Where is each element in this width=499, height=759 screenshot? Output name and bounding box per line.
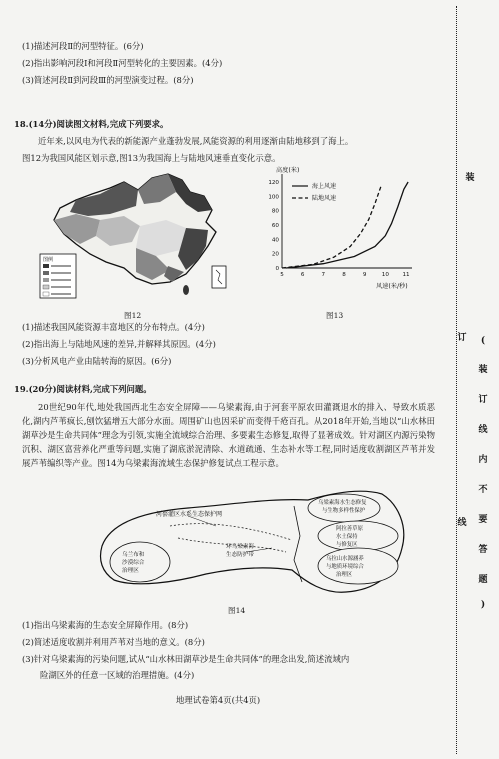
q18-item-2: (2)指出海上与陆地风速的差异,并解释其原因。(4分) [22,339,216,349]
y-tick-label: 120 [268,180,279,186]
fig13-chart [268,166,428,290]
q18-intro-line1: 近年来,以风电为代表的新能源产业蓬勃发展,风能资源的利用逐渐由陆地移到了海上。 [38,136,354,146]
binding-close-paren: ) [480,600,486,610]
fig14-label-r2-1: 乌拉山水源涵养 [326,556,364,562]
x-axis-label: 风速(米/秒) [376,283,408,290]
q19-item-3: (3)针对乌梁素海的污染问题,试从“山水林田湖草沙是生命共同体”的理念出发,简述流域内 [22,654,350,664]
y-axis-label: 高度(米) [276,167,300,174]
q17-item-3: (3)简述河段Ⅱ到河段Ⅲ的河型演变过程。(8分) [22,75,194,85]
x-tick-label: 11 [402,272,410,278]
fig12-legend-title: 图例 [43,257,54,263]
binding-char-8: 题 [478,575,488,585]
q17-item-1: (1)描述河段Ⅱ的河型特征。(6分) [22,41,144,51]
fig14-label-left-1: 乌兰布和 [122,552,145,558]
fig14-caption: 图14 [228,606,246,615]
q19-body: 20世纪90年代,地处我国西北生态安全屏障——乌梁素海,由于河套平原农田灌溉退水的排入、导致水质恶化,湖内芦苇疯长,刨饮猛增五大部分水面。周围矿山也因采矿而变得千疮百孔。从2018年开始,当地以“山水林田湖草沙是生命共同体”理念为引领,实施全流域综合治理、多要素生态修复,取得了显著成效。针对湖区内源污染物沉积、湖区富营养化严重等问题,实施了湖底淤泥清除、水道疏通、生态补水等工程,同时适度收割湖区芦苇并发展芦苇编织等产业。图14为乌梁素海流域生态保护修复试点工程示意。 [22,402,435,468]
binding-char-1: 装 [478,365,488,375]
x-tick-label: 10 [381,272,389,278]
page-footer: 地理试卷第4页(共4页) [176,695,261,705]
y-tick-label: 100 [268,194,279,201]
binding-char-7: 答 [478,545,488,555]
x-tick-label: 5 [280,272,284,278]
legend-label-2: 陆地风速 [312,195,337,202]
q19-item-3-cont: 险湖区外的任意一区域的治理措施。(4分) [40,670,195,680]
fig14-label-mid-2: 生态防护带 [226,552,254,558]
q18-item-1: (1)描述我国风能资源丰富地区的分布特点。(4分) [22,322,205,332]
q17-item-2: (2)指出影响河段Ⅰ和河段Ⅱ河型转化的主要因素。(4分) [22,58,223,68]
fig14-label-tr-1: 乌梁素海水生态修复 [318,500,367,506]
q19-item-1: (1)指出乌梁素海的生态安全屏障作用。(8分) [22,620,189,630]
y-tick-label: 0 [275,266,279,272]
q18-intro-line2: 图12为我国风能区划示意,图13为我国海上与陆地风速垂直变化示意。 [22,153,281,163]
y-tick-label: 20 [271,251,279,258]
fig14-label-r1-1: 阿拉善草原 [336,526,363,532]
fig14-label-left-2: 沙漠综合 [122,560,145,566]
fig14-diagram [96,486,414,598]
x-tick-label: 7 [321,272,326,278]
binding-char-xian: 线 [457,518,467,528]
binding-char-2: 订 [478,395,488,405]
fig14-label-r1-2: 水土保持 [336,534,358,540]
fig14-label-r2-2: 与地质环境综合 [326,564,364,570]
fig14-label-r2-3: 治理区 [336,572,353,578]
fig14-label-r1-3: 与修复区 [336,542,358,548]
binding-char-3: 线 [478,425,488,435]
binding-char-5: 不 [478,485,488,495]
binding-char-4: 内 [478,455,488,465]
binding-dotted-line [456,6,457,754]
q18-item-3: (3)分析风电产业由陆转海的原因。(6分) [22,356,172,366]
fig12-china-map [40,170,240,302]
y-tick-label: 80 [271,208,279,215]
binding-char-ding: 订 [457,333,467,343]
binding-open-paren: ( [480,336,486,346]
x-tick-label: 6 [300,272,305,278]
fig14-label-mid-1: 环乌梁素海 [226,544,254,550]
x-tick-label: 8 [342,272,346,278]
q19-item-2: (2)简述适度收割并利用芦苇对当地的意义。(8分) [22,637,205,647]
fig13-caption: 图13 [326,311,344,320]
fig14-label-top-left: 河套灌区水系生态保护网 [156,511,223,518]
q19-heading: 19.(20分)阅读材料,完成下列问题。 [14,384,152,394]
x-tick-label: 9 [362,272,367,278]
binding-char-zhuang-top: 装 [465,173,475,183]
binding-char-6: 要 [478,515,488,525]
y-tick-label: 60 [271,223,279,229]
fig12-caption: 图12 [124,311,142,320]
fig14-label-left-3: 治理区 [122,568,139,574]
fig14-label-tr-2: 与生物多样性保护 [322,508,366,514]
series-line-1 [286,182,408,268]
legend-label-1: 海上风速 [312,183,337,190]
y-tick-label: 40 [271,237,279,244]
q18-heading: 18.(14分)阅读图文材料,完成下列要求。 [14,119,169,129]
